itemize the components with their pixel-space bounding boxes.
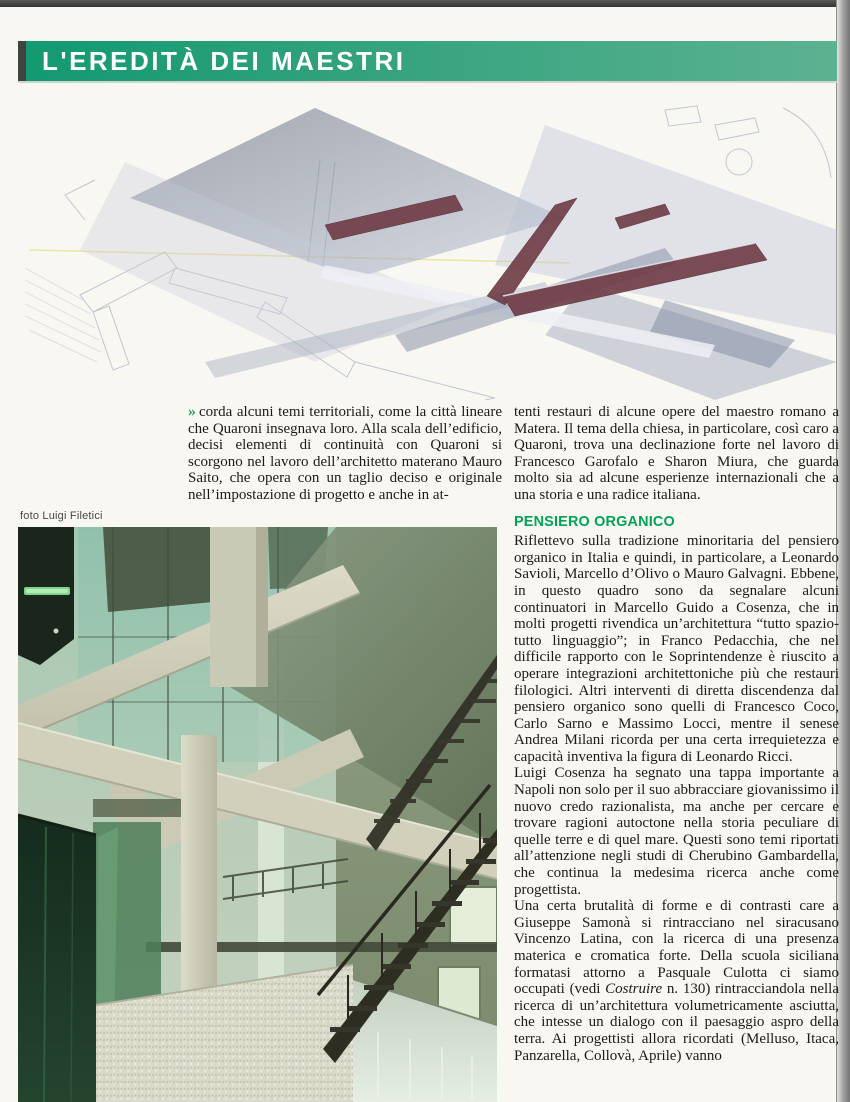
- photo-credit: foto Luigi Filetici: [20, 510, 103, 522]
- left-paragraph: [188, 404, 502, 504]
- architectural-drawing: [25, 100, 837, 400]
- section-banner: [18, 41, 837, 83]
- scan-top-edge: [0, 0, 850, 7]
- paragraph-4-pre: Una certa brutalità di forme e di contrasti care a Giuseppe Samonà si rintracciano nel siracusano Vincenzo Latina, con la ricerca di una presenza materica e cromatica forte. Della scuola siciliana formatasi attorno a Pasquale Culotta ci siamo occupati (vedi: [514, 898, 839, 998]
- right-column: [514, 404, 839, 1064]
- paragraph-2: Riflettevo sulla tradizione minoritaria del pensiero organico in Italia e quindi, in particolare, a Leonardo Savioli, Marcello d’Olivo o Mauro Galvagni. Ebbene, in questo quadro sono da segnalare alcuni continuatori in Marcello Guido a Cosenza, che in molti progetti rivendica un’architettura “tutto spazio-tutto linguaggio”; in Franco Pedacchia, che nel difficile rapporto con le Soprintendenze è riuscito a operare integrazioni architettoniche più che restauri filologici. Altri interventi di diretta discendenza dal pensiero organico sono quelli di Francesco Coco, Carlo Sarno e Massimo Locci, mentre il senese Andrea Milani ricorda per una certa irrequietezza e capacità inventiva la figura di Leonardo Ricci.: [514, 533, 839, 765]
- section-title: L'EREDITÀ DEI MAESTRI: [42, 46, 406, 76]
- paragraph-4-post: n. 130) rintracciandola nella ricerca di un’architettura volumetricamente asciutta, che intesse un dialogo con il paesaggio aspro della terra. Ai progettisti allora ricordati (Melluso, Itaca, Panzarella, Collovà, Aprile) vanno: [514, 981, 839, 1064]
- left-paragraph-text: corda alcuni temi territoriali, come la città lineare che Quaroni insegnava loro. Alla scala dell’edificio, decisi elementi di continuità con Quaroni si scorgono nel lavoro dell’architetto materano Mauro Saito, che opera con un taglio deciso e originale nell’impostazione di progetto e anche in at-: [188, 404, 502, 503]
- banner-accent-bar: [18, 41, 26, 81]
- paragraph-4: [514, 898, 839, 1064]
- paragraph-3: Luigi Cosenza ha segnato una tappa importante a Napoli non solo per il suo abbracciare giovanissimo il nuovo credo razionalista, ma anche per cercare e trovare ragioni autoctone nella storia peculiare di quelle terre e di quel mare. Questi sono temi riportati all’attenzione negli studi di Cherubino Gambardella, che continua la medesima ricerca anche come progettista.: [514, 765, 839, 898]
- photo-green-cast: [18, 527, 497, 1102]
- left-column: [188, 404, 502, 504]
- paragraph-1: tenti restauri di alcune opere del maestro romano a Matera. Il tema della chiesa, in particolare, così caro a Quaroni, trova una declinazione forte nel lavoro di Francesco Garofalo e Sharon Miura, che guarda molto sia ad alcune esperienze internazionali che a una storia e una radice italiana.: [514, 404, 839, 503]
- hatch-lines: [25, 268, 101, 362]
- section-heading: PENSIERO ORGANICO: [514, 512, 675, 530]
- magazine-name: Costruire: [605, 981, 663, 998]
- architecture-photo: [18, 527, 497, 1102]
- continuation-marker-icon: »: [188, 403, 196, 420]
